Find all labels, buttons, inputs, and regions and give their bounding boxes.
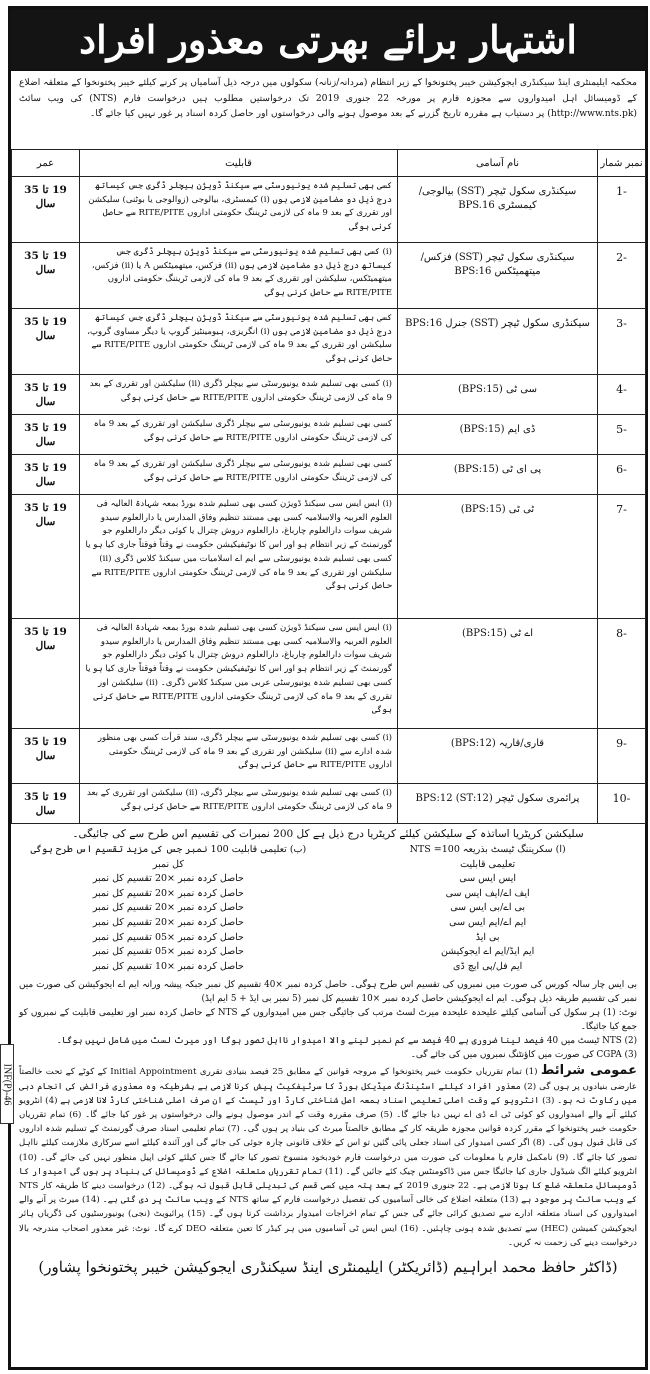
serial-cell: -5 (598, 415, 646, 455)
criteria-right-subheading: کل نمبر (152, 858, 184, 870)
general-conditions-text: (1) تمام تقرریاں حکومت خیبر پختونخوا کے مروجہ قوانین کے مطابق 25 فیصد بنیادی تقرری Initial Appointment کے کوٹے کے تحت خالصتاً عارضی بنیادوں پر ہوں گی (2) معذور افراد کیلئے اسٹینڈنگ میڈیکل بورڈ کا سرٹیفکیٹ پیش کرنا لازمی ہے بشرطیکہ وہ معذوری فرائض کی انجام دہی میں رکاوٹ نہ ہو۔ (3) انٹرویو کے وقت اصلی تعلیمی اسناد بمعہ اصل شناختی کارڈ اور ٹیسٹ کے ان صرف اصلی شناختی کارڈ لانا لازمی ہے (4) انٹرویو کیلئے آنے والے امیدواروں کو کوئی ٹی اے ڈی اے نہیں دیا جائے گا۔ (5) صرف مقررہ وقت کے اندر موصول ہونے والی درخواستوں پر غور کیا جائے گا۔ (6) تمام تقرریاں حکومت خیبر پختونخوا کے مقرر کردہ قوانین مجوزہ طریقہ کار کے مطابق خالصتاً میرٹ کی بنیاد پر ہوں گی۔ (7) تمام تعلیمی اسناد صرف گورنمنٹ کے تسلیم شدہ اداروں کی قابل قبول ہوں گی۔ (8) اگر کسی امیدوار کی اسناد جعلی پائی گئیں تو اس کے خلاف قانونی چارہ جوئی کی جائے گی اور آئندہ کیلئے اسے سرکاری ملازمت کیلئے نااہل تصور کیا جائے گا۔ (9) نامکمل فارم یا معلومات کی صورت میں درخواست فارم خودبخود منسوخ تصور کیا جائے گا جس کیلئے کوئی اپیل منظور نہیں کی جائے گی۔ (10) انٹرویو کیلئے الگ شیڈول جاری کیا جائیگا جس میں ڈاکومنٹس چیک کئے جائیں گے۔ (11) تمام تقرریاں متعلقہ اضلاع کے ڈومیسائل کی بنیاد پر ہوں گی امیدوار کا ڈومیسائل متعلقہ ضلع کا ہونا لازمی ہے۔ 22 جنوری 2019 کے بعد پتہ میں کسی قسم کی تبدیلی قابل قبول نہ ہوگی۔ (12) درخواست دینے کا طریقہ کار NTS کے ویب سائٹ پر موجود ہے (13) متعلقہ اضلاع کی خالی آسامیوں کی تفصیل درخواست فارم کے ساتھ NTS کے ویب سائٹ پر دی گئی ہے۔ (14) میرٹ پر آنے والے امیدواروں کی اسناد متعلقہ ادارے سے تصدیق کرائی جائے گی جس کے تمام اخراجات امیدوار برداشت کرتا ہوں گے۔ (15) پرائیویٹ (نجی) یونیورسٹیوں کی ڈگریاں ہائر ایجوکیشن کمیشن (HEC) سے تصدیق شدہ ہونی چاہئیں۔ (16) ایس ایس ٹی آسامیوں میں ہر کیڈر کا تعین متعلقہ DEO کرے گا۔ نوٹ: غیر معذور اصحاب مندرجہ بالا درخواست دینے کی زحمت نہ کریں۔ (19, 1067, 638, 1248)
header-age: عمر (12, 150, 80, 177)
criteria-right-heading: (ب) تعلیمی قابلیت 100 نمبر جس کی مزید تقسیم اس طرح ہوگی (30, 844, 307, 855)
age-cell: 19 تا 35 سال (12, 243, 80, 309)
criteria-marks: حاصل کردہ نمبر ×10 تقسیم کل نمبر (92, 960, 244, 972)
table-row (12, 784, 646, 824)
job-advertisement (8, 6, 648, 1370)
post-cell: سیکنڈری سکول ٹیچر (SST) جنرل BPS:16 (398, 309, 598, 375)
post-cell: ڈی ایم (BPS:15) (398, 415, 598, 455)
table-row (12, 309, 646, 375)
qualification-cell: کسی بھی تسلیم شدہ یونیورسٹی سے بیچلر ڈگری سلیکشن اور تقرری کے بعد 9 ماہ کی لازمی ٹریننگ حکومتی اداروں RITE/PITE سے حاصل کرنی ہوگی (80, 415, 398, 455)
criteria-marks: حاصل کردہ نمبر ×20 تقسیم کل نمبر (92, 902, 244, 914)
age-cell: 19 تا 35 سال (12, 455, 80, 495)
criteria-marks: حاصل کردہ نمبر ×05 تقسیم کل نمبر (92, 931, 244, 943)
qualification-cell: (i) کسی بھی تسلیم شدہ یونیورسٹی سے بیچلر ڈگری، سند قرأت کسی بھی منظور شدہ ادارے سے (ii) سلیکشن اور تقرری کے بعد 9 ماہ کی لازمی ٹریننگ حکومتی اداروں RITE/PITE سے حاصل کرنی ہوگی (80, 729, 398, 784)
post-cell: سیکنڈری سکول ٹیچر (SST) فزکس/میتھمیٹکس BPS:16 (398, 243, 598, 309)
criteria-marks: حاصل کردہ نمبر ×20 تقسیم کل نمبر (92, 916, 244, 928)
stamp-text: INF(P)-46 (1, 1063, 13, 1105)
criteria-qualification: ایم اے/ایم ایس سی (449, 916, 527, 928)
post-cell: قاری/قاریہ (BPS:12) (398, 729, 598, 784)
post-cell: پرائمری سکول ٹیچر (ST:12) BPS:12 (398, 784, 598, 824)
vacancies-table (11, 149, 646, 824)
criteria-qualification: ایف اے/ایف ایس سی (445, 887, 530, 899)
qualification-cell: (i) ایس ایس سی سیکنڈ ڈویژن کسی بھی تسلیم شدہ بورڈ بمعہ شہادۃ العالیہ فی العلوم العربیہ والاسلامیہ کسی بھی مستند تنظیم وفاق المدارس یا دارالعلوم سیدو شریف سوات دارالعلوم چارباغ، دارالعلوم دروش چترال یا کوئی دیگر دارالعلوم جو گورنمنٹ کے زیر انتظام ہو اور اس کا نوٹیفیکیشن حکومت نے وقتاً فوقتاً جاری کیا ہو یا کسی بھی تسلیم شدہ یونیورسٹی سے ایم اے اسلامیات میں سیکنڈ کلاس ڈگری (ii) سلیکشن اور تقرری کے بعد 9 ماہ کی لازمی ٹریننگ حکومتی اداروں RITE/PITE سے حاصل کرنی ہوگی (80, 495, 398, 619)
table-row (12, 729, 646, 784)
age-cell: 19 تا 35 سال (12, 784, 80, 824)
publication-stamp (0, 1044, 14, 1124)
qualification-cell: (i) کسی بھی تسلیم شدہ یونیورسٹی سے بیچلر ڈگری (ii) سلیکشن اور تقرری کے بعد 9 ماہ کی لازمی ٹریننگ حکومتی اداروں RITE/PITE سے حاصل کرنی ہوگی (80, 375, 398, 415)
criteria-marks: حاصل کردہ نمبر ×05 تقسیم کل نمبر (92, 946, 244, 958)
intro-paragraph: محکمہ ایلیمنٹری اینڈ سیکنڈری ایجوکیشن خیبر پختونخوا کے زیر انتظام (مردانہ/زنانہ) سکولوں میں درجہ ذیل آسامیاں پر کرنے کیلئے خیبر پختونخوا کے متعلقہ اضلاع کے ڈومیسائل اہل امیدواروں سے مجوزہ فارم پر مورخہ 22 جنوری 2019 تک درخواستیں مطلوب ہیں درخواست فارم (NTS) کی ویب سائٹ (http://www.nts.pk) پر دستیاب ہے مقررہ تاریخ گزرنے کے بعد موصول ہونے والی درخواستوں اور حاصل کردہ اسناد پر غور نہیں کیا جائے گا۔ (19, 77, 638, 119)
table-row (12, 619, 646, 729)
serial-cell: -1 (598, 177, 646, 243)
general-conditions (11, 1062, 645, 1250)
criteria-left-subheading: تعلیمی قابلیت (460, 858, 516, 870)
criteria-marks: حاصل کردہ نمبر ×20 تقسیم کل نمبر (92, 873, 244, 885)
criteria-qualification: بی اے/بی ایس سی (450, 902, 526, 914)
table-header-row (12, 150, 646, 177)
serial-cell: -3 (598, 309, 646, 375)
bs-course-note: بی ایس چار سالہ کورس کی صورت میں نمبروں کی تقسیم اس طرح ہوگی۔ حاصل کردہ نمبر ×40 تقسیم کل نمبر جبکہ پیشہ ورانہ ایم اے ایجوکیشن کی صورت میں نمبر کی تقسیم طریقہ ذیل ہوگی۔ ایم اے ایجوکیشن حاصل کردہ نمبر ×10 تقسیم کل نمبر (5 نمبر بی ایڈ + 5 ایم ایڈ) (19, 980, 638, 1005)
table-row (12, 455, 646, 495)
post-cell: ٹی ٹی (BPS:15) (398, 495, 598, 619)
age-cell: 19 تا 35 سال (12, 375, 80, 415)
criteria-marks: حاصل کردہ نمبر ×20 تقسیم کل نمبر (92, 887, 244, 899)
serial-cell: -10 (598, 784, 646, 824)
criteria-qualifications-column (340, 843, 635, 974)
post-cell: پی ای ٹی (BPS:15) (398, 455, 598, 495)
qualification-cell: کسی بھی تسلیم شدہ یونیورسٹی سے سیکنڈ ڈویژن بیچلر ڈگری جس کیساتھ درج ذیل دو مضامین لازمی ہوں (i) انگریزی، ہیومینٹیز گروپ یا دیگر مساوی گروپ، سلیکشن اور تقرری کے بعد 9 ماہ کی لازمی ٹریننگ حکومتی اداروں RITE/PITE سے حاصل کرنی ہوگی (80, 309, 398, 375)
criteria-headline: سلیکشن کریٹریا اساتذہ کے سلیکشن کیلئے کریٹریا درج ذیل ہے کل 200 نمبرات کی تقسیم اس طرح سے کی جائیگی۔ (72, 828, 584, 840)
serial-cell: -9 (598, 729, 646, 784)
note-2: (2) NTS ٹیسٹ میں 40 فیصد لینا ضروری ہے 40 فیصد سے کم نمبر لینے والا امیدوار نااہل تصور ہوگا اور میرٹ لسٹ میں شامل نہیں ہوگا۔ (56, 1036, 637, 1047)
age-cell: 19 تا 35 سال (12, 729, 80, 784)
table-row (12, 375, 646, 415)
qualification-cell: (i) ایس ایس سی سیکنڈ ڈویژن کسی بھی تسلیم شدہ بورڈ بمعہ شہادۃ العالیہ فی العلوم العربیہ والاسلامیہ کسی بھی مستند تنظیم وفاق المدارس یا دارالعلوم سیدو شریف سوات دارالعلوم چارباغ، دارالعلوم دروش چترال یا کوئی دیگر دارالعلوم جو گورنمنٹ کے زیر انتظام ہو اور اس کا نوٹیفیکیشن حکومت نے وقتاً فوقتاً جاری کیا ہو یا کسی بھی تسلیم شدہ یونیورسٹی عربی میں سیکنڈ کلاس ڈگری۔ (ii) سلیکشن اور تقرری کے بعد 9 ماہ کی لازمی ٹریننگ حکومتی اداروں RITE/PITE سے حاصل کرنی ہوگی (80, 619, 398, 729)
criteria-qualification: ایس ایس سی (459, 873, 516, 885)
table-row (12, 177, 646, 243)
signature-line: (ڈاکٹر حافظ محمد ابراہیم (ڈائریکٹر) ایلیمنٹری اینڈ سیکنڈری ایجوکیشن خیبر پختونخوا پشاور) (38, 1257, 618, 1276)
post-cell: اے ٹی (BPS:15) (398, 619, 598, 729)
serial-cell: -6 (598, 455, 646, 495)
serial-cell: -2 (598, 243, 646, 309)
header-qualification: قابلیت (80, 150, 398, 177)
serial-cell: -4 (598, 375, 646, 415)
qualification-cell: کسی بھی تسلیم شدہ یونیورسٹی سے سیکنڈ ڈویژن بیچلر ڈگری جس کیساتھ درج ذیل دو مضامین لازمی ہوں (i) کیمسٹری، بیالوجی (زوالوجی یا بوٹنی) سلیکشن اور تقرری کے بعد 9 ماہ کی لازمی ٹریننگ حکومتی اداروں RITE/PITE سے حاصل کرنی ہوگی (80, 177, 398, 243)
qualification-cell: کسی بھی تسلیم شدہ یونیورسٹی سے بیچلر ڈگری سلیکشن اور تقرری کے بعد 9 ماہ کی لازمی ٹریننگ حکومتی اداروں RITE/PITE سے حاصل کرنی ہوگی (80, 455, 398, 495)
criteria-qualification: ایم فل/پی ایچ ڈی (453, 960, 523, 972)
serial-cell: -7 (598, 495, 646, 619)
header-post: نام آسامی (398, 150, 598, 177)
criteria-left-heading: (ا) سکریننگ ٹیسٹ بذریعہ NTS =100 (409, 844, 566, 855)
post-cell: سی ٹی (BPS:15) (398, 375, 598, 415)
table-row (12, 243, 646, 309)
general-conditions-label: عمومی شرائط (540, 1063, 638, 1079)
qualification-cell: (i) کسی بھی تسلیم شدہ یونیورسٹی سے بیچلر ڈگری، (ii) سلیکشن اور تقرری کے بعد 9 ماہ کی لازمی ٹریننگ حکومتی اداروں RITE/PITE سے حاصل کرنی ہوگی (80, 784, 398, 824)
age-cell: 19 تا 35 سال (12, 415, 80, 455)
criteria-qualification: بی ایڈ (475, 931, 500, 943)
post-cell: سیکنڈری سکول ٹیچر (SST) بیالوجی/کیمسٹری BPS.16 (398, 177, 598, 243)
age-cell: 19 تا 35 سال (12, 619, 80, 729)
note-1: نوٹ: (1) ہر سکول کی آسامی کیلئے علیحدہ علیحدہ میرٹ لسٹ مرتب کی جائیگی جس میں امیدواروں کے NTS کے حاصل کردہ نمبر اور تعلیمی قابلیت کے نمبروں کو جمع کیا جائیگا۔ (19, 1008, 638, 1033)
serial-cell: -8 (598, 619, 646, 729)
notes-section (11, 974, 645, 1062)
selection-criteria (11, 824, 645, 974)
table-row (12, 415, 646, 455)
age-cell: 19 تا 35 سال (12, 309, 80, 375)
criteria-marks-column (21, 843, 316, 974)
table-row (12, 495, 646, 619)
age-cell: 19 تا 35 سال (12, 495, 80, 619)
header-serial: نمبر شمار (598, 150, 646, 177)
qualification-cell: (i) کسی بھی تسلیم شدہ یونیورسٹی سے سیکنڈ ڈویژن بیچلر ڈگری جس کیساتھ درج ذیل دو مضامین لازمی ہوں (ii) فزکس، میتھمیٹکس A یا (ii) فزکس، میتھمیٹکس، سلیکشن اور تقرری کے بعد 9 ماہ کی لازمی ٹریننگ حکومتی اداروں RITE/PITE سے حاصل کرنی ہوگی (80, 243, 398, 309)
age-cell: 19 تا 35 سال (12, 177, 80, 243)
criteria-qualification: ایم ایڈ/ایم اے ایجوکیشن (440, 946, 535, 958)
note-3: (3) CGPA کی صورت میں کاؤنٹنگ نمبروں میں کی جائے گی۔ (410, 1050, 637, 1061)
advertisement-title: اشتہار برائے بھرتی معذور افراد (11, 9, 645, 71)
